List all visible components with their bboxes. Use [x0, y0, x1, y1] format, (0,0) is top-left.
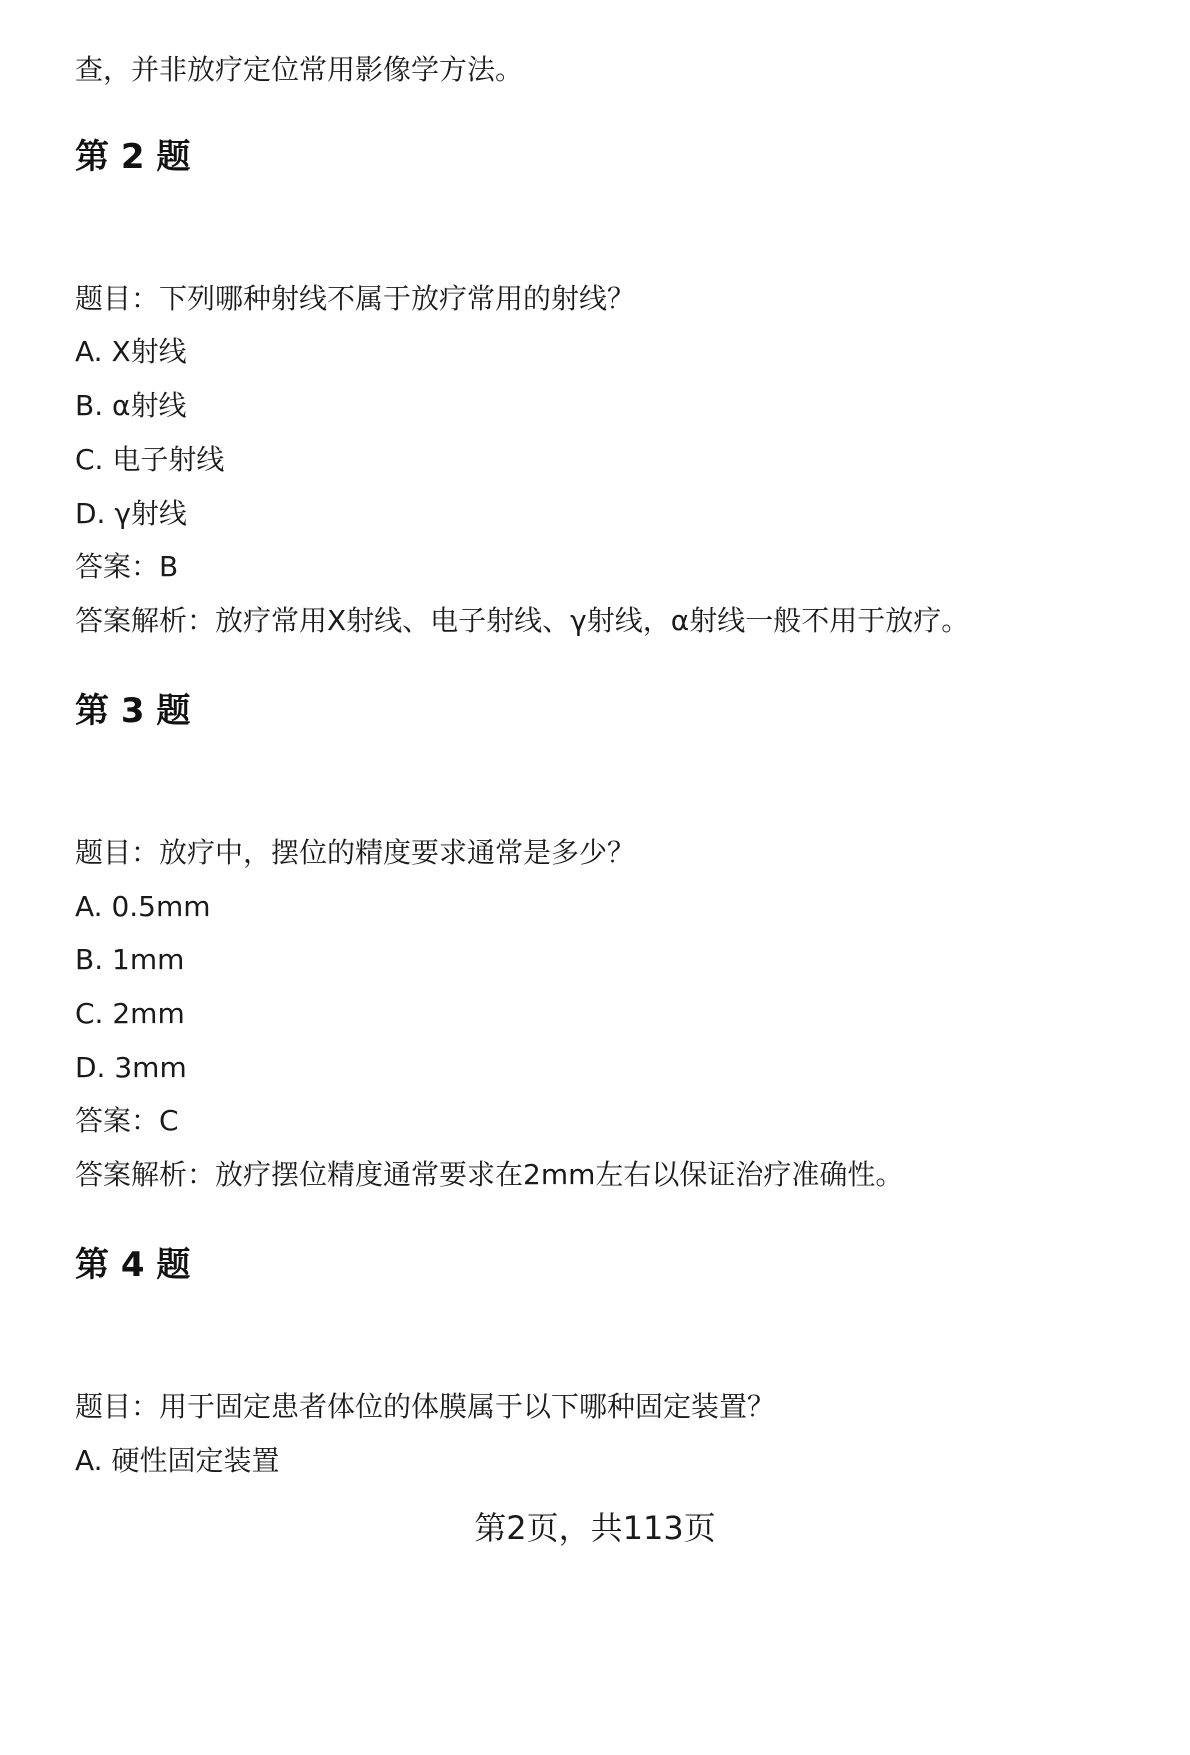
question-3-answer: 答案：C: [75, 1104, 179, 1137]
question-3-explanation: 答案解析：放疗摆位精度通常要求在2mm左右以保证治疗准确性。: [75, 1158, 904, 1191]
question-3-option-c: C. 2mm: [75, 997, 185, 1030]
question-2-option-c: C. 电子射线: [75, 443, 225, 476]
question-4-heading: 第 4 题: [75, 1245, 191, 1285]
question-3-option-a: A. 0.5mm: [75, 890, 211, 923]
question-2-option-d: D. γ射线: [75, 497, 187, 530]
question-2-answer: 答案：B: [75, 550, 179, 583]
question-4-option-a: A. 硬性固定装置: [75, 1444, 280, 1477]
continuation-text: 查，并非放疗定位常用影像学方法。: [75, 53, 524, 86]
question-3-stem: 题目：放疗中，摆位的精度要求通常是多少？: [75, 836, 636, 869]
question-3-option-b: B. 1mm: [75, 943, 185, 976]
question-2-stem: 题目：下列哪种射线不属于放疗常用的射线？: [75, 282, 636, 315]
question-3-heading: 第 3 题: [75, 691, 191, 731]
question-2-explanation: 答案解析：放疗常用X射线、电子射线、γ射线，α射线一般不用于放疗。: [75, 604, 970, 637]
question-3-option-d: D. 3mm: [75, 1051, 187, 1084]
question-4-stem: 题目：用于固定患者体位的体膜属于以下哪种固定装置？: [75, 1390, 776, 1423]
page-number-footer: 第2页，共113页: [474, 1509, 716, 1547]
question-2-option-a: A. X射线: [75, 335, 187, 368]
question-2-option-b: B. α射线: [75, 389, 187, 422]
question-2-heading: 第 2 题: [75, 137, 191, 177]
